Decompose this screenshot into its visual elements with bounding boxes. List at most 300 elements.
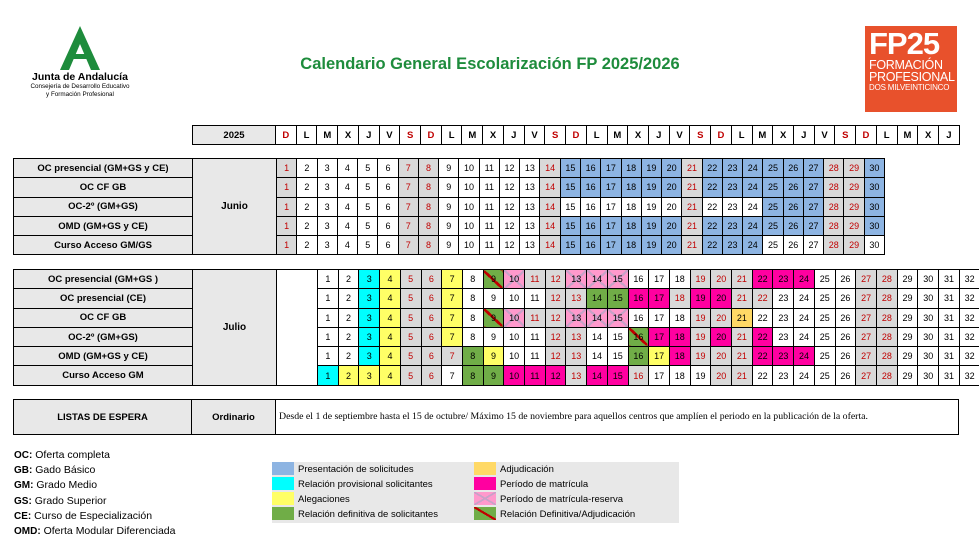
day-cell: 5: [400, 270, 421, 289]
day-letter: J: [358, 126, 379, 145]
day-cell: 12: [545, 347, 566, 366]
day-cell: 2: [297, 216, 317, 235]
day-cell: 26: [835, 327, 856, 346]
day-cell: 19: [690, 289, 711, 308]
day-letter: M: [752, 126, 773, 145]
day-cell: 25: [814, 347, 835, 366]
day-cell: 8: [418, 197, 438, 216]
day-cell: 26: [783, 159, 803, 178]
day-cell: 6: [378, 178, 398, 197]
day-cell: 14: [587, 347, 608, 366]
june-calendar: [13, 158, 885, 255]
day-cell: 30: [864, 216, 884, 235]
abbreviation-item: OMD: Oferta Modular Diferenciada: [14, 525, 176, 538]
legend-item: Relación Definitiva/Adjudicación: [474, 507, 635, 522]
day-letter: S: [835, 126, 856, 145]
day-cell: 27: [856, 327, 877, 346]
day-letter: D: [566, 126, 587, 145]
day-cell: 16: [628, 308, 649, 327]
legend-swatch-yellow: [272, 492, 294, 505]
legend-swatch-slashed: [474, 507, 496, 520]
day-cell: 14: [587, 308, 608, 327]
day-cell: 9: [439, 178, 459, 197]
row-label: OMD (GM+GS y CE): [14, 216, 193, 235]
day-cell: 29: [897, 347, 918, 366]
day-cell: 16: [628, 366, 649, 385]
day-cell: 26: [835, 289, 856, 308]
day-cell: 4: [380, 289, 401, 308]
day-cell: 2: [338, 270, 359, 289]
day-cell: 2: [338, 308, 359, 327]
day-cell: 26: [835, 270, 856, 289]
day-cell: 15: [607, 308, 628, 327]
day-cell: 6: [421, 366, 442, 385]
day-cell: 6: [421, 289, 442, 308]
day-cell: 32: [959, 289, 979, 308]
day-cell: 13: [566, 366, 587, 385]
day-cell: 31: [939, 327, 960, 346]
day-cell: 19: [641, 178, 661, 197]
day-cell: 5: [358, 159, 378, 178]
abbreviation-item: GB: Gado Básico: [14, 464, 96, 477]
day-cell: 13: [566, 270, 587, 289]
legend-swatch-blue: [272, 462, 294, 475]
day-cell: 16: [628, 327, 649, 346]
row-label: OC CF GB: [14, 178, 193, 197]
day-cell: 9: [439, 159, 459, 178]
day-cell: 5: [358, 236, 378, 255]
day-letter: J: [648, 126, 669, 145]
day-cell: 1: [318, 366, 339, 385]
day-cell: 3: [317, 159, 337, 178]
day-cell: 25: [814, 308, 835, 327]
day-cell: 18: [621, 236, 641, 255]
day-cell: 1: [318, 289, 339, 308]
day-cell: 29: [844, 236, 864, 255]
day-letter: X: [483, 126, 504, 145]
day-cell: 13: [520, 178, 540, 197]
day-cell: 14: [540, 159, 560, 178]
day-letter: J: [503, 126, 524, 145]
day-cell: 24: [794, 270, 815, 289]
day-cell: 4: [380, 347, 401, 366]
day-cell: 7: [442, 366, 463, 385]
day-cell: 14: [587, 327, 608, 346]
day-letter: V: [524, 126, 545, 145]
day-cell: 30: [864, 178, 884, 197]
day-cell: 1: [277, 216, 297, 235]
day-letter: L: [876, 126, 897, 145]
day-cell: 29: [844, 216, 864, 235]
day-cell: 27: [856, 347, 877, 366]
day-cell: 23: [773, 308, 794, 327]
day-cell: 20: [711, 270, 732, 289]
day-cell: 25: [814, 366, 835, 385]
day-cell: 11: [479, 236, 499, 255]
day-cell: 21: [682, 236, 702, 255]
calendar-row: [14, 178, 885, 197]
empty-cell: [277, 270, 318, 386]
day-cell: 28: [824, 216, 844, 235]
day-cell: 29: [844, 197, 864, 216]
day-cell: 10: [504, 347, 525, 366]
day-cell: 8: [462, 289, 483, 308]
day-cell: 21: [732, 308, 753, 327]
day-cell: 19: [690, 270, 711, 289]
legend: [272, 462, 679, 523]
day-cell: 27: [803, 197, 823, 216]
day-cell: 13: [566, 327, 587, 346]
day-cell: 24: [794, 366, 815, 385]
day-cell: 27: [803, 236, 823, 255]
day-cell: 17: [601, 216, 621, 235]
day-cell: 21: [732, 270, 753, 289]
day-cell: 8: [418, 159, 438, 178]
day-cell: 5: [400, 347, 421, 366]
day-cell: 27: [856, 270, 877, 289]
day-cell: 2: [297, 197, 317, 216]
day-cell: 17: [601, 236, 621, 255]
day-cell: 5: [358, 178, 378, 197]
day-cell: 11: [525, 308, 546, 327]
day-cell: 1: [318, 327, 339, 346]
day-cell: 5: [400, 327, 421, 346]
day-cell: 10: [504, 366, 525, 385]
row-label: OC CF GB: [14, 308, 193, 327]
day-letter: V: [814, 126, 835, 145]
day-cell: 30: [918, 270, 939, 289]
day-cell: 10: [504, 289, 525, 308]
day-cell: 8: [418, 236, 438, 255]
day-cell: 29: [897, 327, 918, 346]
day-cell: 13: [520, 216, 540, 235]
day-cell: 15: [560, 159, 580, 178]
day-cell: 3: [359, 366, 380, 385]
day-cell: 4: [380, 327, 401, 346]
day-cell: 9: [483, 289, 504, 308]
legend-swatch-cyan: [272, 477, 294, 490]
day-cell: 31: [939, 347, 960, 366]
day-cell: 14: [540, 178, 560, 197]
day-cell: 2: [338, 347, 359, 366]
day-cell: 19: [641, 159, 661, 178]
fp25-logo: [865, 26, 957, 112]
day-cell: 15: [560, 197, 580, 216]
day-cell: 19: [641, 197, 661, 216]
day-cell: 3: [317, 178, 337, 197]
day-cell: 1: [318, 270, 339, 289]
day-cell: 22: [702, 197, 722, 216]
day-cell: 26: [783, 178, 803, 197]
day-cell: 23: [773, 366, 794, 385]
day-cell: 6: [378, 216, 398, 235]
legend-item: Relación provisional solicitantes: [272, 477, 433, 492]
day-cell: 9: [483, 308, 504, 327]
abbreviation-item: GM: Grado Medio: [14, 479, 98, 492]
day-cell: 11: [479, 178, 499, 197]
day-cell: 16: [580, 159, 600, 178]
legend-swatch-magenta: [474, 477, 496, 490]
day-cell: 30: [918, 289, 939, 308]
day-cell: 13: [520, 197, 540, 216]
day-cell: 10: [459, 159, 479, 178]
day-cell: 7: [398, 178, 418, 197]
day-cell: 20: [711, 327, 732, 346]
day-cell: 15: [607, 289, 628, 308]
day-cell: 6: [421, 270, 442, 289]
day-cell: 28: [876, 308, 897, 327]
day-cell: 30: [864, 197, 884, 216]
day-cell: 12: [545, 366, 566, 385]
abbreviations-list: [14, 448, 176, 539]
day-cell: 5: [400, 308, 421, 327]
day-cell: 23: [722, 216, 742, 235]
day-letter: M: [317, 126, 338, 145]
calendar-row: [14, 308, 979, 327]
day-letter: V: [379, 126, 400, 145]
day-cell: 12: [499, 159, 519, 178]
day-cell: 19: [690, 327, 711, 346]
day-cell: 25: [814, 270, 835, 289]
day-letter: L: [441, 126, 462, 145]
day-cell: 24: [743, 197, 763, 216]
day-cell: 15: [607, 270, 628, 289]
day-cell: 2: [297, 236, 317, 255]
day-cell: 31: [939, 270, 960, 289]
month-label: Julio: [193, 270, 277, 386]
day-cell: 9: [483, 327, 504, 346]
day-cell: 10: [459, 216, 479, 235]
day-cell: 13: [520, 236, 540, 255]
day-cell: 7: [442, 327, 463, 346]
day-cell: 23: [773, 327, 794, 346]
day-cell: 13: [566, 308, 587, 327]
day-cell: 11: [479, 159, 499, 178]
legend-item: Período de matrícula-reserva: [474, 492, 623, 507]
day-cell: 10: [459, 197, 479, 216]
day-cell: 23: [722, 236, 742, 255]
day-cell: 28: [876, 347, 897, 366]
day-cell: 1: [277, 178, 297, 197]
day-cell: 1: [318, 308, 339, 327]
day-cell: 23: [722, 159, 742, 178]
day-letter: M: [897, 126, 918, 145]
day-cell: 7: [442, 289, 463, 308]
day-cell: 8: [462, 270, 483, 289]
day-cell: 11: [479, 197, 499, 216]
day-cell: 22: [752, 366, 773, 385]
day-cell: 14: [540, 216, 560, 235]
day-cell: 25: [763, 178, 783, 197]
calendar-row: [14, 289, 979, 308]
day-cell: 16: [580, 197, 600, 216]
day-cell: 12: [545, 308, 566, 327]
day-cell: 14: [587, 366, 608, 385]
day-cell: 20: [711, 347, 732, 366]
calendar-row: [14, 327, 979, 346]
day-cell: 7: [442, 308, 463, 327]
day-cell: 9: [483, 270, 504, 289]
row-label: OMD (GM+GS y CE): [14, 347, 193, 366]
legend-swatch-green: [272, 507, 294, 520]
day-cell: 30: [918, 366, 939, 385]
day-cell: 11: [479, 216, 499, 235]
day-cell: 21: [732, 289, 753, 308]
calendar-header: [192, 125, 960, 145]
day-cell: 25: [763, 236, 783, 255]
day-cell: 21: [682, 216, 702, 235]
day-cell: 29: [844, 159, 864, 178]
row-label: Curso Acceso GM/GS: [14, 236, 193, 255]
day-letter: L: [296, 126, 317, 145]
day-cell: 18: [621, 197, 641, 216]
legend-item: Relación definitiva de solicitantes: [272, 507, 438, 522]
day-cell: 27: [856, 366, 877, 385]
day-cell: 24: [743, 216, 763, 235]
legend-swatch-crossed: [474, 492, 496, 505]
abbreviation-item: GS: Grado Superior: [14, 494, 107, 507]
day-cell: 22: [702, 236, 722, 255]
day-cell: 22: [752, 347, 773, 366]
day-cell: 6: [421, 347, 442, 366]
day-cell: 18: [621, 178, 641, 197]
day-cell: 4: [337, 216, 357, 235]
day-cell: 23: [773, 347, 794, 366]
day-cell: 28: [876, 270, 897, 289]
day-cell: 4: [337, 159, 357, 178]
calendar-row: [14, 159, 885, 178]
day-cell: 9: [439, 216, 459, 235]
day-cell: 22: [702, 216, 722, 235]
fp25-logo-mark: FP25: [869, 26, 940, 61]
andalucia-a-icon: [60, 26, 100, 70]
day-cell: 8: [462, 347, 483, 366]
day-cell: 13: [566, 347, 587, 366]
day-cell: 3: [359, 308, 380, 327]
day-cell: 32: [959, 327, 979, 346]
calendar-row: [14, 270, 979, 289]
day-cell: 12: [499, 216, 519, 235]
day-cell: 3: [359, 270, 380, 289]
day-letter: X: [918, 126, 939, 145]
waiting-list-text: Desde el 1 de septiembre hasta el 15 de octubre/ Máximo 15 de noviembre para aquellos centros que amplíen el periodo en la publicación de la oferta.: [276, 400, 959, 435]
day-cell: 2: [297, 178, 317, 197]
day-cell: 6: [378, 236, 398, 255]
day-cell: 22: [752, 327, 773, 346]
page-title: Calendario General Escolarización FP 2025/2026: [300, 55, 680, 73]
day-cell: 13: [520, 159, 540, 178]
day-cell: 20: [662, 216, 682, 235]
day-cell: 16: [580, 236, 600, 255]
abbreviation-item: CE: Curso de Especialización: [14, 509, 153, 522]
day-letter: X: [773, 126, 794, 145]
day-cell: 8: [418, 178, 438, 197]
fp25-logo-line1: FORMACIÓN: [869, 58, 943, 72]
day-cell: 14: [540, 236, 560, 255]
row-label: Curso Acceso GM: [14, 366, 193, 385]
day-cell: 31: [939, 289, 960, 308]
day-cell: 24: [743, 159, 763, 178]
day-cell: 20: [662, 159, 682, 178]
day-letter: D: [276, 126, 297, 145]
day-cell: 12: [499, 178, 519, 197]
day-cell: 23: [773, 289, 794, 308]
day-cell: 4: [380, 366, 401, 385]
day-cell: 26: [783, 216, 803, 235]
row-label: OC-2º (GM+GS): [14, 197, 193, 216]
day-cell: 18: [621, 159, 641, 178]
day-cell: 19: [690, 308, 711, 327]
day-letter: V: [669, 126, 690, 145]
day-cell: 19: [690, 347, 711, 366]
waiting-list-label: LISTAS DE ESPERA: [14, 400, 192, 435]
day-cell: 31: [939, 366, 960, 385]
legend-item: Alegaciones: [272, 492, 350, 507]
day-cell: 28: [876, 327, 897, 346]
day-cell: 8: [462, 366, 483, 385]
fp25-logo-line3: DOS MILVEINTICINCO: [869, 83, 950, 92]
day-cell: 26: [783, 236, 803, 255]
day-cell: 5: [358, 216, 378, 235]
day-letter: L: [731, 126, 752, 145]
day-cell: 17: [601, 178, 621, 197]
calendar-row: [14, 366, 979, 385]
day-cell: 16: [628, 289, 649, 308]
row-label: OC-2º (GM+GS): [14, 327, 193, 346]
legend-swatch-gold: [474, 462, 496, 475]
day-cell: 26: [835, 366, 856, 385]
day-cell: 32: [959, 366, 979, 385]
day-cell: 16: [580, 216, 600, 235]
day-cell: 1: [277, 236, 297, 255]
day-letter: D: [421, 126, 442, 145]
day-cell: 24: [794, 308, 815, 327]
day-cell: 17: [649, 366, 670, 385]
day-cell: 4: [337, 236, 357, 255]
day-cell: 32: [959, 270, 979, 289]
day-cell: 18: [669, 308, 690, 327]
day-cell: 24: [794, 289, 815, 308]
day-cell: 5: [400, 366, 421, 385]
day-letter: M: [462, 126, 483, 145]
day-cell: 17: [649, 327, 670, 346]
day-cell: 3: [317, 216, 337, 235]
day-cell: 4: [337, 197, 357, 216]
day-cell: 3: [317, 236, 337, 255]
july-calendar: [13, 269, 979, 386]
day-cell: 6: [421, 327, 442, 346]
day-cell: 18: [669, 366, 690, 385]
day-cell: 18: [669, 347, 690, 366]
day-cell: 28: [824, 159, 844, 178]
day-cell: 27: [803, 159, 823, 178]
day-cell: 18: [621, 216, 641, 235]
day-cell: 22: [752, 308, 773, 327]
day-cell: 14: [587, 289, 608, 308]
legend-item: Período de matrícula: [474, 477, 588, 492]
day-cell: 11: [525, 327, 546, 346]
day-cell: 25: [763, 216, 783, 235]
day-cell: 31: [939, 308, 960, 327]
day-cell: 10: [504, 270, 525, 289]
day-cell: 4: [380, 308, 401, 327]
day-cell: 1: [318, 347, 339, 366]
day-cell: 24: [794, 327, 815, 346]
day-cell: 2: [338, 289, 359, 308]
day-cell: 8: [462, 327, 483, 346]
day-cell: 22: [702, 159, 722, 178]
day-cell: 25: [763, 197, 783, 216]
